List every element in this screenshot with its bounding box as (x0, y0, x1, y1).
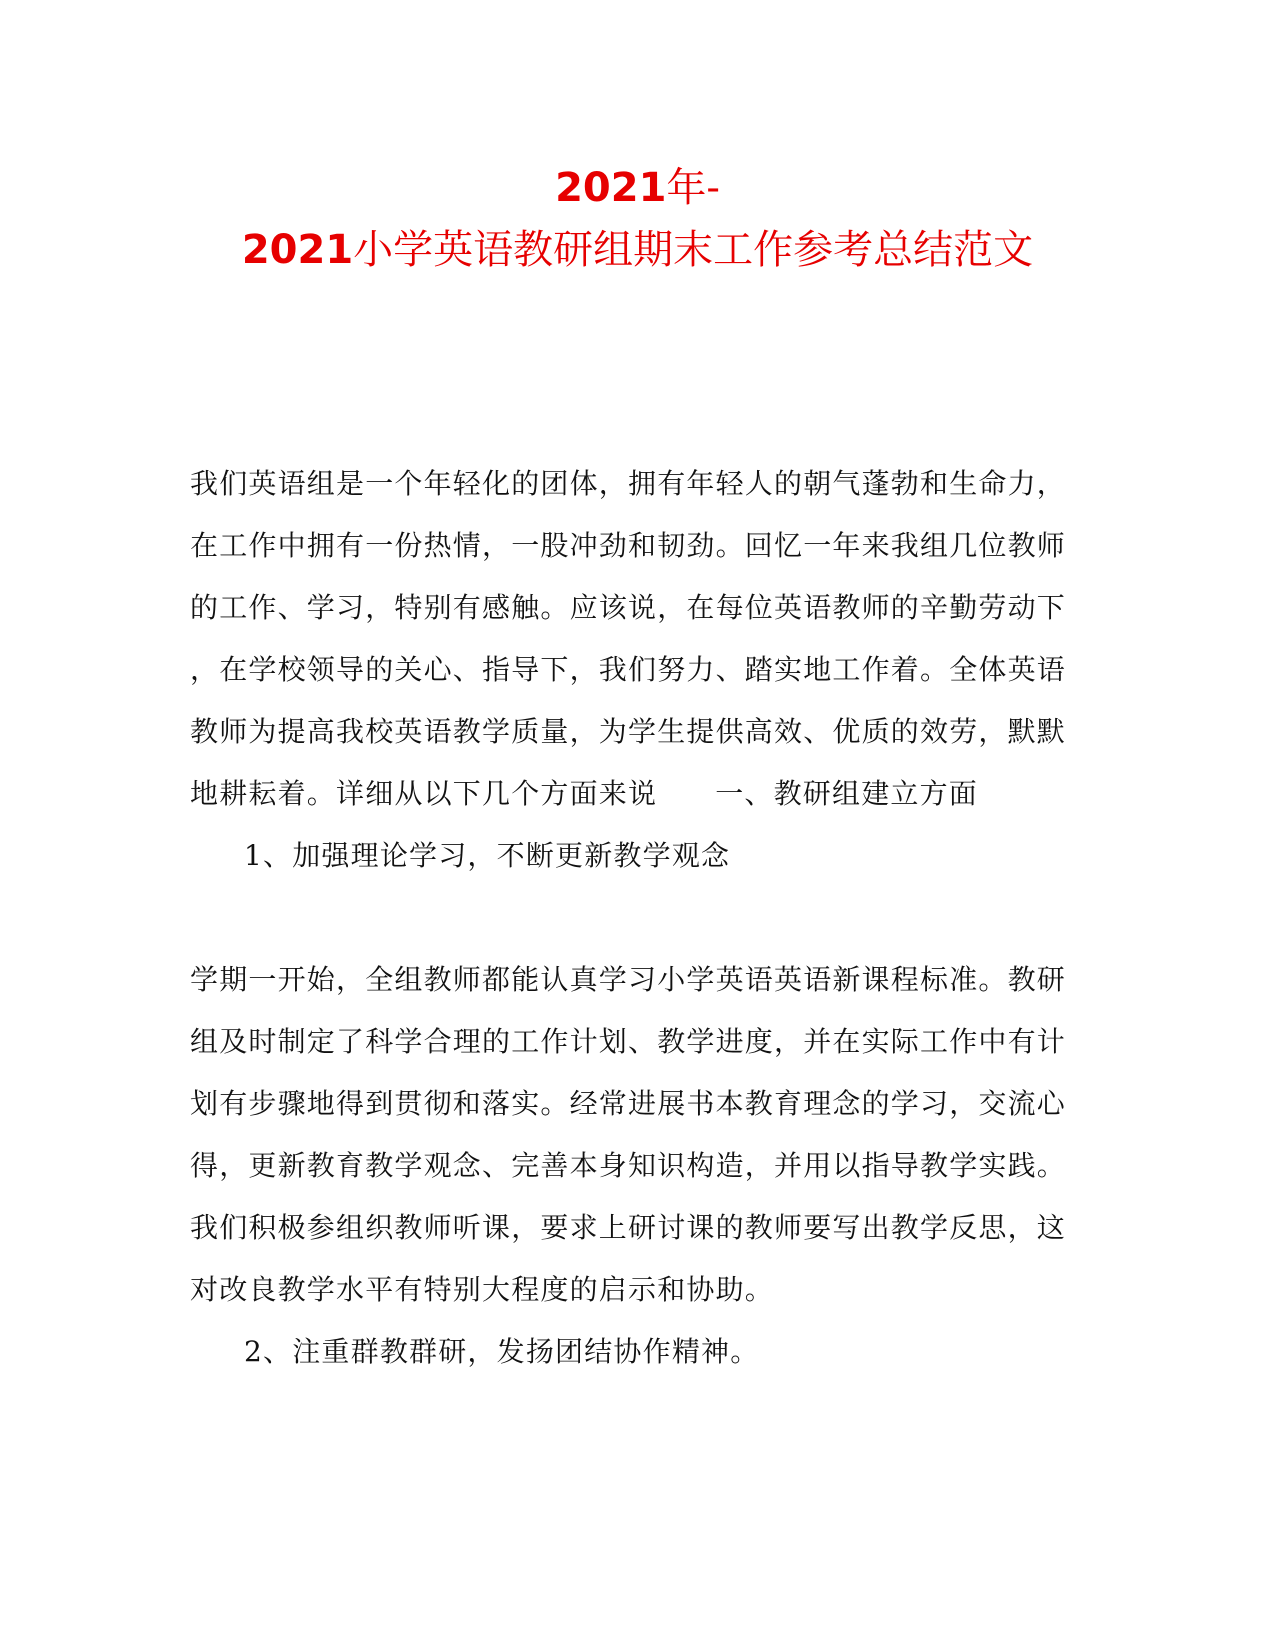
title-text-1: 年- (666, 165, 720, 211)
paragraph-line: ，在学校领导的关心、指导下，我们努力、踏实地工作着。全体英语 (190, 653, 1067, 686)
paragraph-line: 我们积极参组织教师听课，要求上研讨课的教师要写出教学反思，这 (190, 1211, 1067, 1244)
paragraph-line: 教师为提高我校英语教学质量，为学生提供高效、优质的效劳，默默 (190, 715, 1067, 748)
subheading-1: 1、加强理论学习，不断更新教学观念 (244, 839, 731, 872)
paragraph-line: 得，更新教育教学观念、完善本身知识构造，并用以指导教学实践。 (190, 1149, 1067, 1182)
title-text-2: 小学英语教研组期末工作参考总结范文 (353, 227, 1034, 273)
paragraph-line: 组及时制定了科学合理的工作计划、教学进度，并在实际工作中有计 (190, 1025, 1067, 1058)
paragraph-line: 的工作、学习，特别有感触。应该说，在每位英语教师的辛勤劳动下 (190, 591, 1067, 624)
title-year-1: 2021 (555, 165, 667, 211)
paragraph-line: 对改良教学水平有特别大程度的启示和协助。 (190, 1273, 775, 1306)
subheading-2: 2、注重群教群研，发扬团结协作精神。 (244, 1335, 760, 1368)
paragraph-line: 划有步骤地得到贯彻和落实。经常进展书本教育理念的学习，交流心 (190, 1087, 1067, 1120)
paragraph-line: 在工作中拥有一份热情，一股冲劲和韧劲。回忆一年来我组几位教师 (190, 529, 1067, 562)
section-heading-one: 一、教研组建立方面 (715, 777, 979, 810)
title-year-2: 2021 (241, 227, 354, 273)
document-title-line-2 (0, 222, 1275, 278)
paragraph-line: 我们英语组是一个年轻化的团体，拥有年轻人的朝气蓬勃和生命力， (190, 467, 1067, 500)
paragraph-line: 学期一开始，全组教师都能认真学习小学英语英语新课程标准。教研 (190, 963, 1067, 996)
document-title-line-1 (0, 160, 1275, 216)
paragraph-line-text: 地耕耘着。详细从以下几个方面来说 (190, 777, 658, 810)
paragraph-line-last (190, 774, 1070, 814)
